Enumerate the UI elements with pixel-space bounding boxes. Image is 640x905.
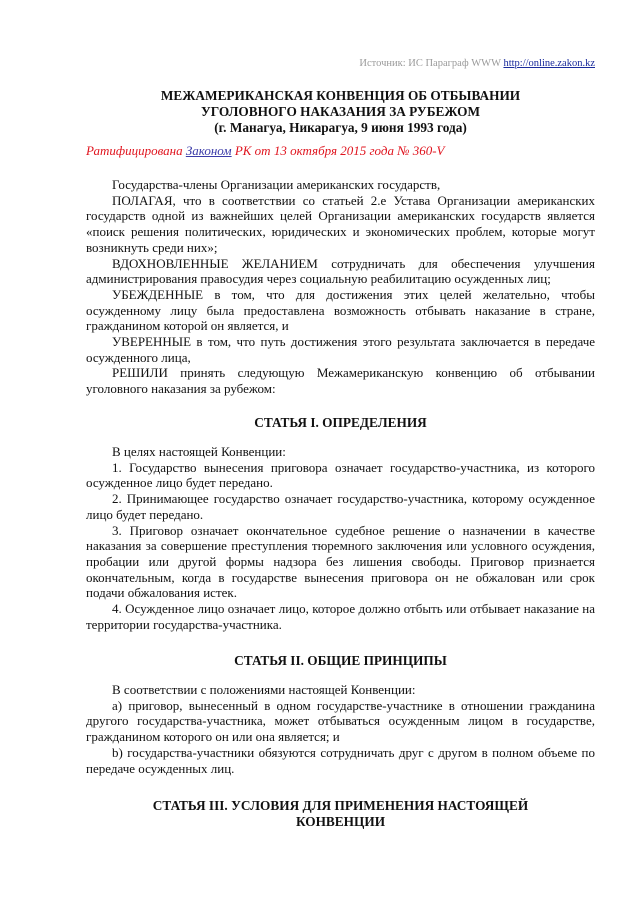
law-link[interactable]: Законом [185,143,232,158]
preamble [86,177,595,397]
article-paragraph: В соответствии с положениями настоящей Конвенции: [112,682,416,697]
ratification-text: Ратифицирована [86,143,186,158]
article-1-body [86,444,595,632]
ratification-note [86,143,444,159]
preamble-paragraph: РЕШИЛИ принять следующую Межамериканскую конвенцию об отбывании уголовного наказания за рубежом: [86,365,595,397]
preamble-paragraph: УБЕЖДЕННЫЕ в том, что для достижения этих целей желательно, чтобы осужденному лицу была предоставлена возможность отбывать наказание в стране, гражданином которой он является, и [86,286,595,334]
document-title [86,88,595,136]
article-paragraph: b) государства-участники обязуются сотрудничать друг с другом в полном объеме по передаче осужденных лиц. [86,744,595,776]
preamble-paragraph: ВДОХНОВЛЕННЫЕ ЖЕЛАНИЕМ сотрудничать для обеспечения улучшения администрирования правосудия через социальную реабилитацию осужденных лиц; [86,255,595,287]
article-paragraph: 3. Приговор означает окончательное судебное решение о назначении в качестве наказания за совершение преступления тюремного заключения или условного осуждения, пробации или другой формы надзора без лишения свободы. Приговор признается окончательным, когда в государстве вынесения приговора он не обжалован или срок подачи обжалования истек. [86,522,595,601]
article-2-heading: СТАТЬЯ II. ОБЩИЕ ПРИНЦИПЫ [234,653,447,668]
title-line-3: (г. Манагуа, Никарагуа, 9 июня 1993 года) [214,120,467,135]
article-paragraph: 1. Государство вынесения приговора означает государство-участника, из которого осужденное лицо будет передано. [86,459,595,491]
article-paragraph: 2. Принимающее государство означает государство-участника, которому осужденное лицо будет передано. [86,491,595,522]
title-line-1: МЕЖАМЕРИКАНСКАЯ КОНВЕНЦИЯ ОБ ОТБЫВАНИИ [160,88,521,103]
preamble-paragraph: ПОЛАГАЯ, что в соответствии со статьей 2.е Устава Организации американских государств одной из важнейших целей Организации американских государств является «поиск решения политических, юридических и экономических проблем, которые могут возникнуть среди них»; [86,192,595,255]
article-paragraph: a) приговор, вынесенный в одном государстве-участнике в отношении гражданина другого государства-участника, может отбываться осужденным лицом в государстве, гражданином которого он или она является; и [86,697,595,745]
preamble-paragraph: Государства-члены Организации американских государств, [112,177,441,192]
article-3-heading-line-2: КОНВЕНЦИИ [295,814,386,829]
title-line-2: УГОЛОВНОГО НАКАЗАНИЯ ЗА РУБЕЖОМ [200,104,481,119]
article-1-heading: СТАТЬЯ I. ОПРЕДЕЛЕНИЯ [254,415,427,430]
source-link[interactable]: http://online.zakon.kz [503,58,595,69]
article-paragraph: В целях настоящей Конвенции: [112,444,286,459]
source-prefix: Источник: ИС Параграф WWW [359,58,501,69]
article-2-body [86,682,595,776]
article-3-heading [86,798,595,830]
source-line [359,58,595,69]
preamble-paragraph: УВЕРЕННЫЕ в том, что путь достижения этого результата заключается в передаче осужденного лица, [86,334,595,365]
ratification-text-rest: РК от 13 октября 2015 года № 360-V [231,143,445,158]
article-paragraph: 4. Осужденное лицо означает лицо, которое должно отбыть или отбывает наказание на территории государства-участника. [86,601,595,632]
article-3-heading-line-1: СТАТЬЯ III. УСЛОВИЯ ДЛЯ ПРИМЕНЕНИЯ НАСТОЯЩЕЙ [152,798,529,813]
